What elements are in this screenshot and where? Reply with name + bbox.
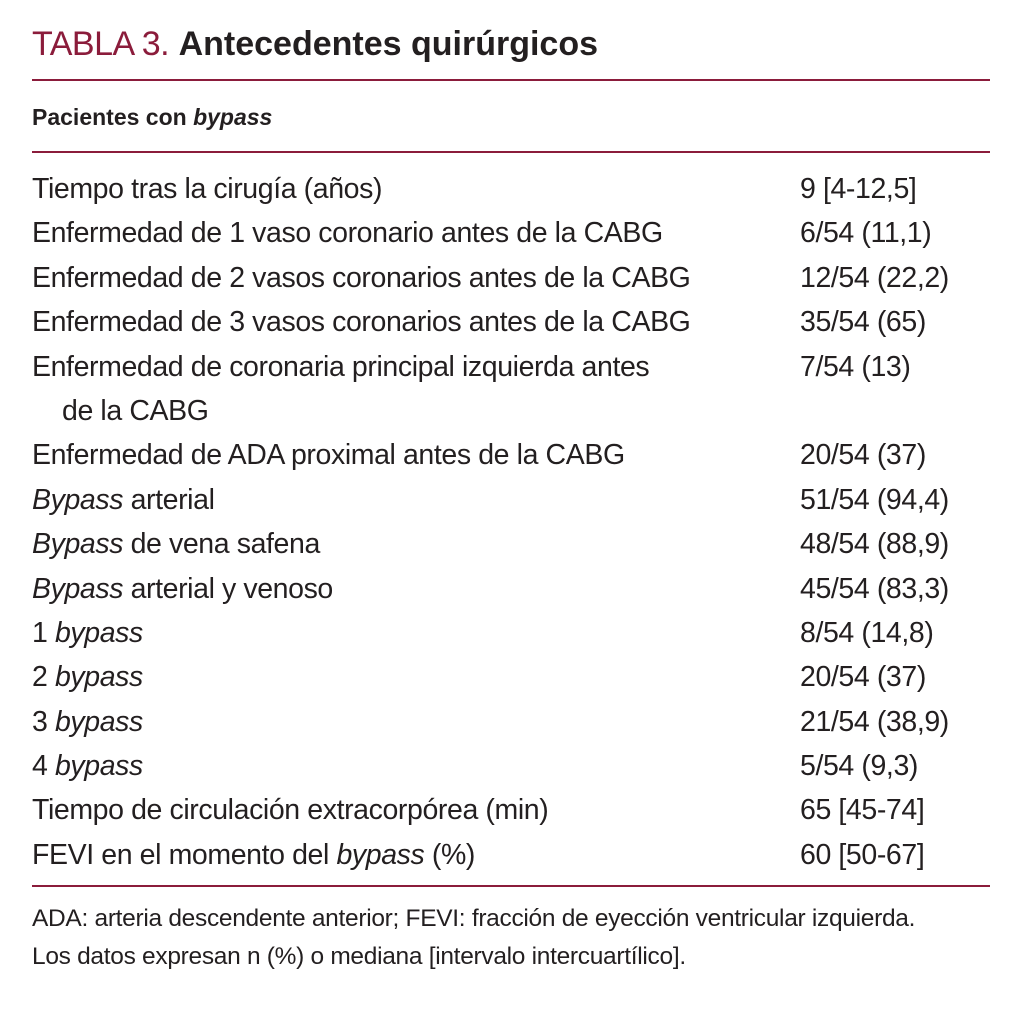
table-row — [32, 655, 990, 699]
row-label: Bypass arterial — [32, 483, 215, 516]
table-row — [32, 522, 990, 566]
table-row — [32, 611, 990, 655]
table-row — [32, 433, 990, 477]
table-number: TABLA 3. — [32, 25, 170, 63]
table-title — [32, 22, 598, 66]
row-value: 51/54 (94,4) — [800, 483, 949, 516]
row-value: 21/54 (38,9) — [800, 705, 949, 738]
table-row — [32, 744, 990, 788]
row-value: 48/54 (88,9) — [800, 528, 949, 561]
table-row — [32, 167, 990, 211]
row-value: 35/54 (65) — [800, 306, 926, 339]
row-label: Bypass de vena safena — [32, 528, 320, 561]
row-label: FEVI en el momento del bypass (%) — [32, 838, 476, 871]
table-row — [32, 700, 990, 744]
row-label: 3 bypass — [32, 705, 143, 738]
table-row — [32, 256, 990, 300]
row-label: Tiempo de circulación extracorpórea (min) — [32, 794, 549, 827]
table-bottom-rule — [32, 885, 990, 887]
subhead-rule — [32, 151, 990, 153]
footnote-data-note: Los datos expresan n (%) o mediana [intervalo intercuartílico]. — [32, 943, 686, 970]
row-value: 6/54 (11,1) — [800, 217, 932, 250]
row-label: Tiempo tras la cirugía (años) — [32, 173, 383, 205]
row-value: 65 [45-74] — [800, 794, 925, 827]
data-rows — [32, 167, 990, 877]
row-label: 4 bypass — [32, 750, 143, 783]
table-row — [32, 567, 990, 611]
title-rule — [32, 79, 990, 81]
row-label: Enfermedad de ADA proximal antes de la CABG — [32, 439, 625, 472]
table-row — [32, 345, 990, 434]
row-value: 20/54 (37) — [800, 439, 926, 472]
row-label: Enfermedad de 3 vasos coronarios antes de la CABG — [32, 306, 691, 339]
table-row — [32, 788, 990, 832]
table-row — [32, 300, 990, 344]
row-value: 20/54 (37) — [800, 661, 926, 694]
row-label: 1 bypass — [32, 616, 143, 649]
row-label: Bypass arterial y venoso — [32, 572, 333, 605]
table-row — [32, 478, 990, 522]
table-row — [32, 211, 990, 255]
footnote-abbreviations: ADA: arteria descendente anterior; FEVI: fracción de eyección ventricular izquierda. — [32, 905, 916, 932]
row-value: 9 [4-12,5] — [800, 173, 917, 205]
row-label: Enfermedad de 2 vasos coronarios antes de la CABG — [32, 261, 691, 294]
row-value: 60 [50-67] — [800, 838, 925, 871]
row-value: 12/54 (22,2) — [800, 261, 949, 294]
row-value: 7/54 (13) — [800, 350, 911, 383]
table-heading: Antecedentes quirúrgicos — [178, 25, 598, 63]
row-value: 8/54 (14,8) — [800, 616, 934, 649]
row-value: 5/54 (9,3) — [800, 750, 918, 783]
row-value: 45/54 (83,3) — [800, 572, 949, 605]
section-subhead: Pacientes con bypass — [32, 104, 273, 130]
table-footnote — [32, 900, 1002, 976]
row-label: Enfermedad de 1 vaso coronario antes de la CABG — [32, 217, 663, 250]
row-label: 2 bypass — [32, 661, 143, 694]
row-label: Enfermedad de coronaria principal izquierda antes de la CABG — [32, 345, 752, 434]
table-row — [32, 833, 990, 877]
row-label-continued: de la CABG — [62, 394, 209, 427]
